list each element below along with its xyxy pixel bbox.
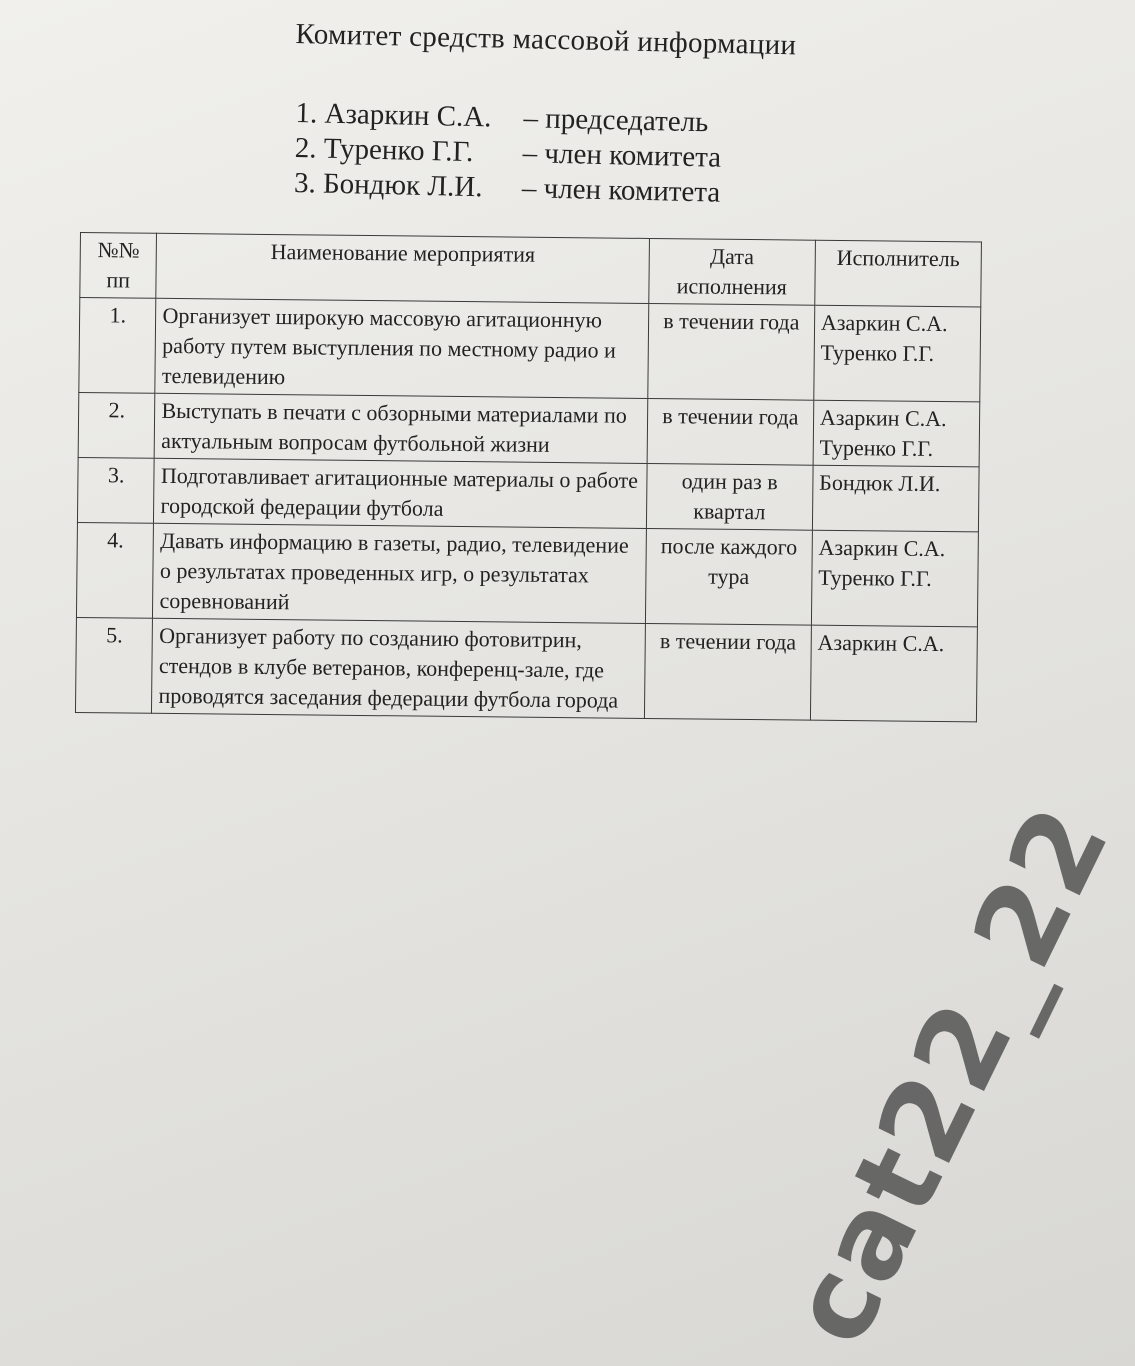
member-name: 1. Азаркин С.А. — [295, 96, 492, 134]
row-executor: Азаркин С.А. Туренко Г.Г. — [814, 305, 981, 402]
row-name: Выступать в печати с обзорными материалами по актуальным вопросам футбольной жизни — [155, 393, 648, 463]
table-row — [75, 617, 977, 721]
table-row — [77, 457, 979, 531]
row-executor: Азаркин С.А. Туренко Г.Г. — [813, 400, 980, 467]
row-num: 5. — [75, 617, 152, 713]
row-executor: Азаркин С.А. — [810, 625, 977, 722]
row-num: 3. — [77, 457, 154, 523]
row-name: Давать информацию в газеты, радио, телевидение о результатах проведенных игр, о результатах соревнований — [153, 523, 646, 623]
row-date: в течении года — [644, 623, 811, 720]
member-role: – член комитета — [521, 172, 721, 209]
row-date: после каждого тура — [645, 528, 812, 625]
row-date: в течении года — [647, 398, 814, 465]
table-row — [76, 522, 978, 626]
watermark-text: cat22_22 — [764, 786, 1135, 1364]
row-num: 1. — [79, 298, 156, 394]
table-row — [79, 298, 981, 402]
row-executor: Бондюк Л.И. — [812, 465, 979, 532]
events-table-wrapper — [75, 232, 982, 722]
member-name: 2. Туренко Г.Г. — [294, 131, 474, 169]
row-name: Организует работу по созданию фотовитрин, стендов в клубе ветеранов, конференц-зале, где проводятся заседания федерации футбола города — [152, 618, 645, 718]
row-name: Организует широкую массовую агитационную работу путем выступления по местному радио и телевидению — [155, 298, 648, 398]
table-header-row — [80, 233, 982, 307]
header-num: №№ пп — [80, 233, 157, 299]
events-table — [75, 232, 982, 722]
committee-members — [294, 96, 723, 211]
header-date: Дата исполнения — [649, 238, 816, 305]
row-num: 4. — [76, 522, 153, 618]
header-name: Наименование мероприятия — [156, 233, 649, 303]
member-role: – председатель — [523, 102, 709, 139]
member-name: 3. Бондюк Л.И. — [293, 166, 483, 204]
row-executor: Азаркин С.А. Туренко Г.Г. — [811, 530, 978, 627]
header-executor: Исполнитель — [815, 240, 982, 307]
row-date: один раз в квартал — [646, 463, 813, 530]
row-date: в течении года — [648, 303, 815, 400]
row-num: 2. — [78, 392, 155, 458]
table-row — [78, 392, 980, 466]
row-name: Подготавливает агитационные материалы о работе городской федерации футбола — [154, 458, 647, 528]
member-role: – член комитета — [522, 137, 722, 174]
document-title: Комитет средств массовой информации — [295, 18, 797, 62]
